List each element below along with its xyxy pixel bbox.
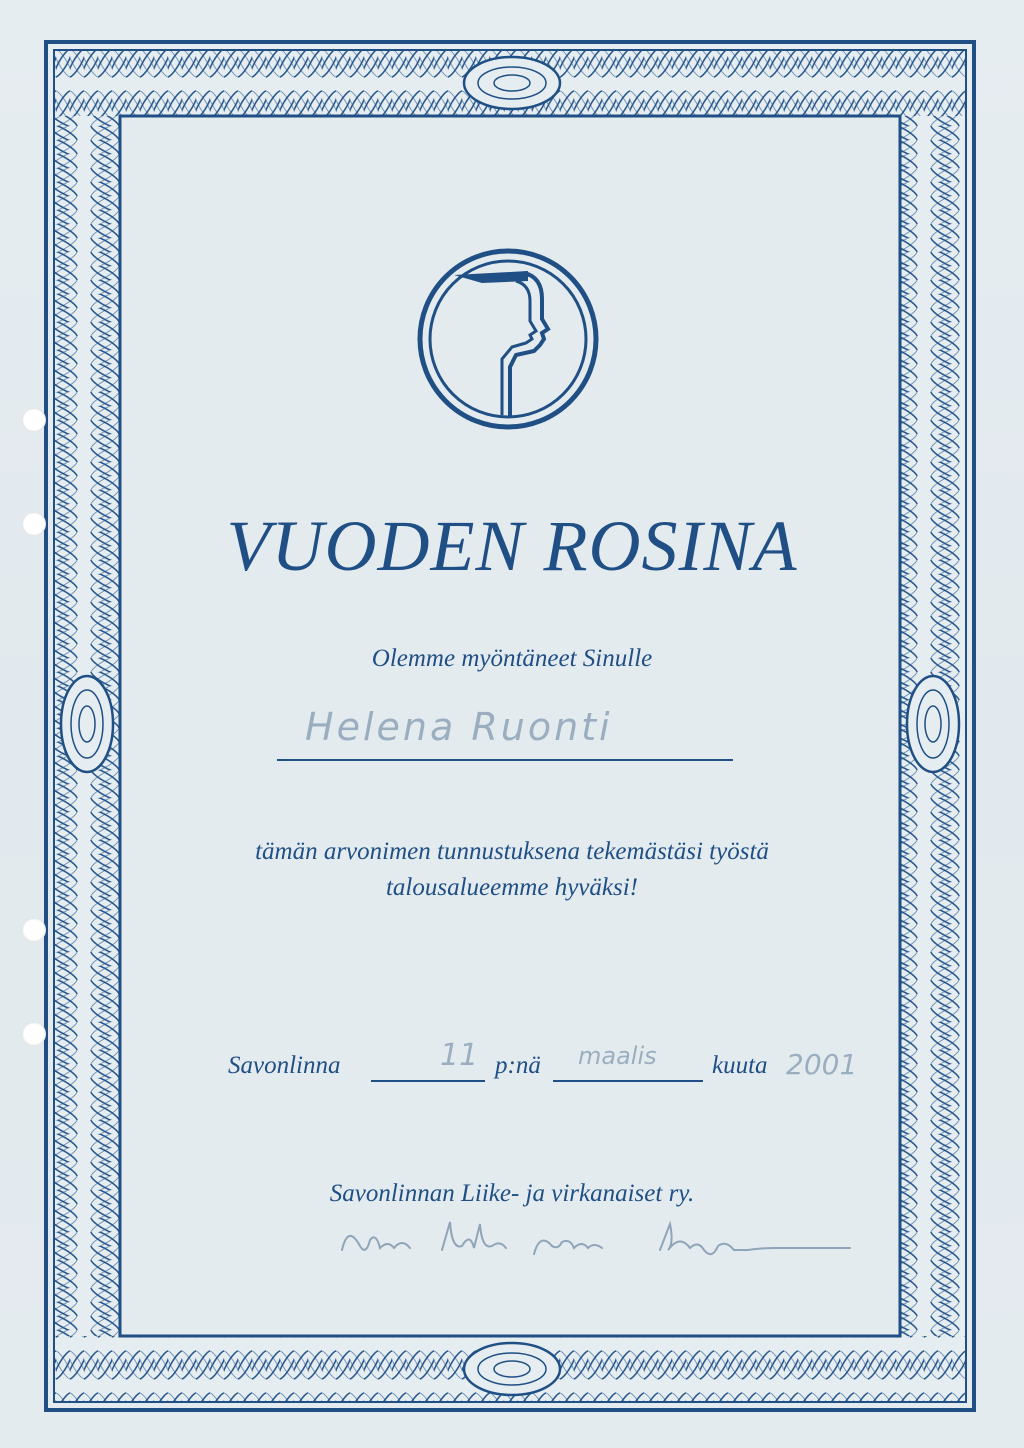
day-handwritten: 11 [440,1038,479,1073]
punch-hole [22,408,46,432]
day-suffix: p:nä [495,1052,541,1079]
handwritten-signature [330,1210,870,1270]
month-line [553,1080,703,1082]
body-text-line1: tämän arvonimen tunnustuksena tekemästäsi työstä [255,838,769,865]
recipient-name: Helena Ruonti [305,705,613,749]
date-row [0,1052,1024,1092]
recipient-line [277,759,733,761]
punch-hole [22,918,46,942]
profile-head-in-circle-icon [416,247,600,431]
month-suffix: kuuta [712,1052,768,1079]
punch-hole [22,1022,46,1046]
month-handwritten: maalis [578,1042,657,1070]
organization-name: Savonlinnan Liike- ja virkanaiset ry. [329,1180,695,1207]
day-line [371,1080,485,1082]
certificate-title: VUODEN ROSINA [226,506,798,586]
year-handwritten: 2001 [786,1048,858,1081]
body-text-line2: talousalueemme hyväksi! [385,874,638,901]
place-label: Savonlinna [228,1052,341,1079]
intro-text: Olemme myöntäneet Sinulle [371,645,653,672]
